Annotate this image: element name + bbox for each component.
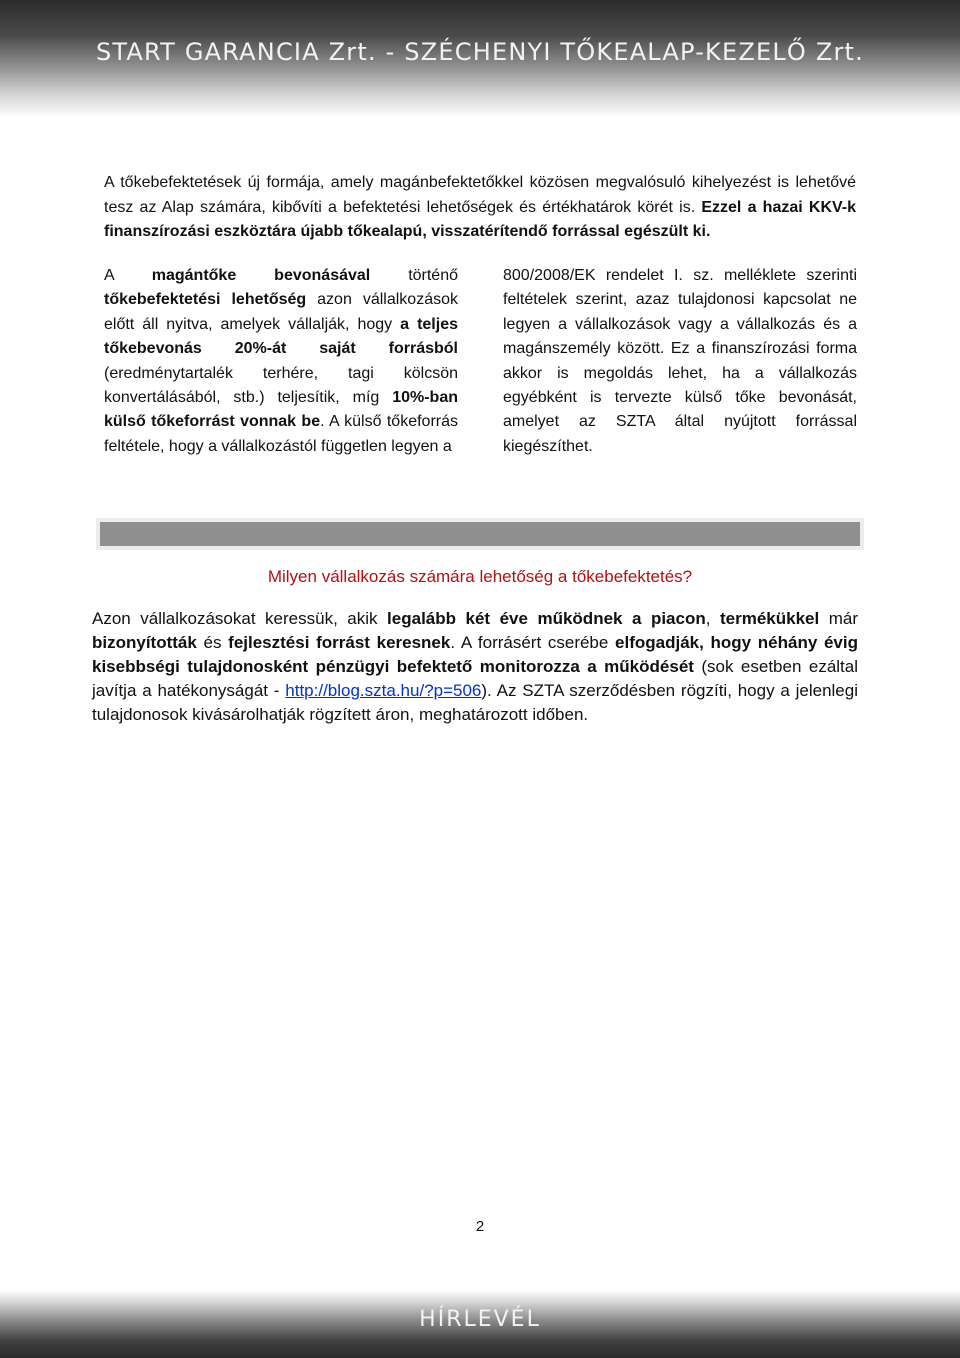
body-bold-5: elfogadják, hogy néhány évig kisebbségi tulajdonosként pénzügyi befektető monitorozza a működését: [92, 633, 858, 676]
body-bold-2: termékükkel: [719, 609, 820, 628]
intro-bold-text: Ezzel a hazai KKV-k finanszírozási eszköztára újabb tőkealapú, visszatérítendő forrással egészült ki.: [104, 198, 857, 240]
left-bold-2: tőkebefektetési lehetőség: [104, 291, 307, 309]
body-bold-3: bizonyították: [92, 633, 197, 652]
intro-text: A tőkebefektetések új formája, amely magánbefektetőkkel közösen megvalósuló kihelyezést is lehetővé tesz az Alap számára, kibővíti a befektetési lehetőségek és értékhatárok körét is.: [104, 174, 856, 216]
blog-link[interactable]: http://blog.szta.hu/?p=506: [285, 681, 482, 700]
left-text-1: A: [104, 267, 152, 284]
page-number: 2: [475, 1218, 485, 1235]
left-bold-1: magántőke bevonásával: [151, 267, 371, 284]
body-text-4: és: [196, 633, 229, 652]
intro-paragraph: [104, 171, 856, 245]
left-text-4: (eredménytartalék terhére, tagi kölcsön konvertálásából, stb.) teljesítik, míg: [104, 364, 458, 407]
right-column: [503, 264, 857, 459]
body-paragraph: [92, 607, 858, 727]
left-text-5: . A külső tőkeforrás feltétele, hogy a vállalkozástól független legyen a: [104, 413, 459, 455]
body-bold-4: fejlesztési forrást keresnek: [228, 633, 451, 652]
body-text-2: ,: [705, 609, 720, 628]
body-text-6: (sok esetben ezáltal javítja a hatékonyságát -: [92, 657, 859, 700]
section-title: Milyen vállalkozás számára lehetőség a tőkebefektetés?: [267, 567, 693, 586]
left-bold-3: a teljes tőkebevonás 20%-át saját forrásból: [104, 315, 458, 358]
divider-bar-fill: [100, 522, 860, 546]
body-text-3: már: [819, 609, 859, 628]
header-title: START GARANCIA Zrt. - SZÉCHENYI TŐKEALAP-KEZELŐ Zrt.: [96, 38, 864, 66]
left-text-2: történő: [370, 267, 459, 284]
divider-bar: [96, 518, 864, 550]
left-text-3: azon vállalkozások előtt áll nyitva, amelyek vállalják, hogy: [104, 291, 458, 333]
body-text-7: ). Az SZTA szerződésben rögzíti, hogy a jelenlegi tulajdonosok kivásárolhatják rögzített áron, meghatározott időben.: [92, 681, 858, 724]
body-text-5: . A forrásért cserébe: [450, 633, 616, 652]
right-text: 800/2008/EK rendelet I. sz. melléklete szerinti feltételek szerint, azaz tulajdonosi kapcsolat ne legyen a vállalkozások vagy a vállalkozás és a magánszemély között. Ez a finanszírozási forma akkor is megoldás lehet, ha a vállalkozás egyébként is tervezte külső tőke bevonását, amelyet az SZTA által nyújtott forrással kiegészíthet.: [503, 267, 857, 455]
left-bold-4: 10%-ban külső tőkeforrást vonnak be: [104, 389, 458, 431]
footer-title: HÍRLEVÉL: [419, 1307, 541, 1332]
body-bold-1: legalább két éve működnek a piacon: [387, 609, 706, 628]
left-column: [104, 264, 458, 459]
body-text-1: Azon vállalkozásokat keressük, akik: [92, 609, 388, 628]
